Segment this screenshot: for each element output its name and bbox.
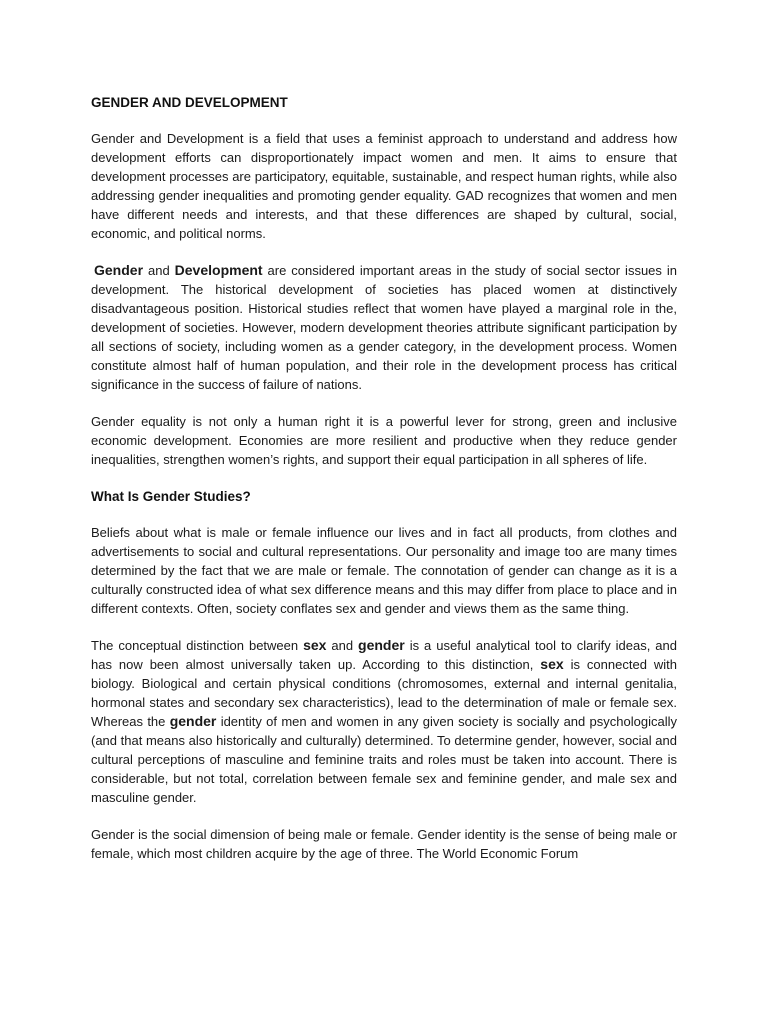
keyword-development: Development xyxy=(174,262,263,278)
keyword-gender: gender xyxy=(169,713,217,729)
paragraph-text: The conceptual distinction between xyxy=(91,638,304,653)
section-heading: What Is Gender Studies? xyxy=(91,489,251,504)
paragraph-gender-equality: Gender equality is not only a human right it is a powerful lever for strong, green and inclusive economic development. Economies are more resilient and productive when they reduce gender inequalities, strengthen women’s rights, and support their equal participation in all spheres of life. xyxy=(91,414,677,467)
paragraph-beliefs: Beliefs about what is male or female influence our lives and in fact all products, from clothes and advertisements to social and cultural representations. Our personality and image too are many times determined by the fact that we are male or female. The connotation of gender can change as it is a culturally constructed idea of what sex difference means and this may differ from place to place and in different contexts. Often, society conflates sex and gender and views them as the same thing. xyxy=(91,525,677,616)
paragraph-text: is connected with biology. Biological and certain physical conditions (chromosomes, external and internal genitalia, hormonal states and secondary sex characteristics), lead to the determination of male or female sex. Whereas the xyxy=(91,657,677,729)
paragraph-sex-gender-distinction xyxy=(91,636,677,807)
document-body xyxy=(91,93,677,881)
paragraph-text: are considered important areas in the study of social sector issues in development. The historical development of societies has placed women at distinctively disadvantageous position. Historical studies reflect that women have played a marginal role in the, development of societies. However, modern development theories attribute significant participation by all sections of society, including women as a gender category, in the development process. Women constitute almost half of human population, and their role in the development process has critical significance in the success of failure of nations. xyxy=(91,263,677,392)
paragraph-text: identity of men and women in any given society is socially and psychologically (and that means also historically and culturally) determined. To determine gender, however, social and cultural perceptions of masculine and feminine traits and roles must be taken into account. There is considerable, but not total, correlation between female sex and feminine gender, and male sex and masculine gender. xyxy=(91,714,677,805)
keyword-sex: sex xyxy=(540,656,564,672)
paragraph-gad-definition: Gender and Development is a field that uses a feminist approach to understand and address how development efforts can disproportionately impact women and men. It aims to ensure that development processes are participatory, equitable, sustainable, and respect human rights, while also addressing gender inequalities and promoting gender equality. GAD recognizes that women and men have different needs and interests, and that these differences are shaped by cultural, social, economic, and political norms. xyxy=(91,131,677,241)
paragraph-gender-social-dimension: Gender is the social dimension of being male or female. Gender identity is the sense of being male or female, which most children acquire by the age of three. The World Economic Forum xyxy=(91,827,677,861)
keyword-sex: sex xyxy=(303,637,327,653)
paragraph-text: is a useful analytical tool to clarify ideas, and has now been almost universally taken up. According to this distinction, xyxy=(91,638,677,672)
paragraph-text: and xyxy=(326,638,359,653)
document-title: GENDER AND DEVELOPMENT xyxy=(91,95,288,110)
paragraph-gender-and-development xyxy=(91,261,677,394)
keyword-gender: Gender xyxy=(94,262,144,278)
keyword-gender: gender xyxy=(358,637,405,653)
text-and: and xyxy=(143,263,175,278)
